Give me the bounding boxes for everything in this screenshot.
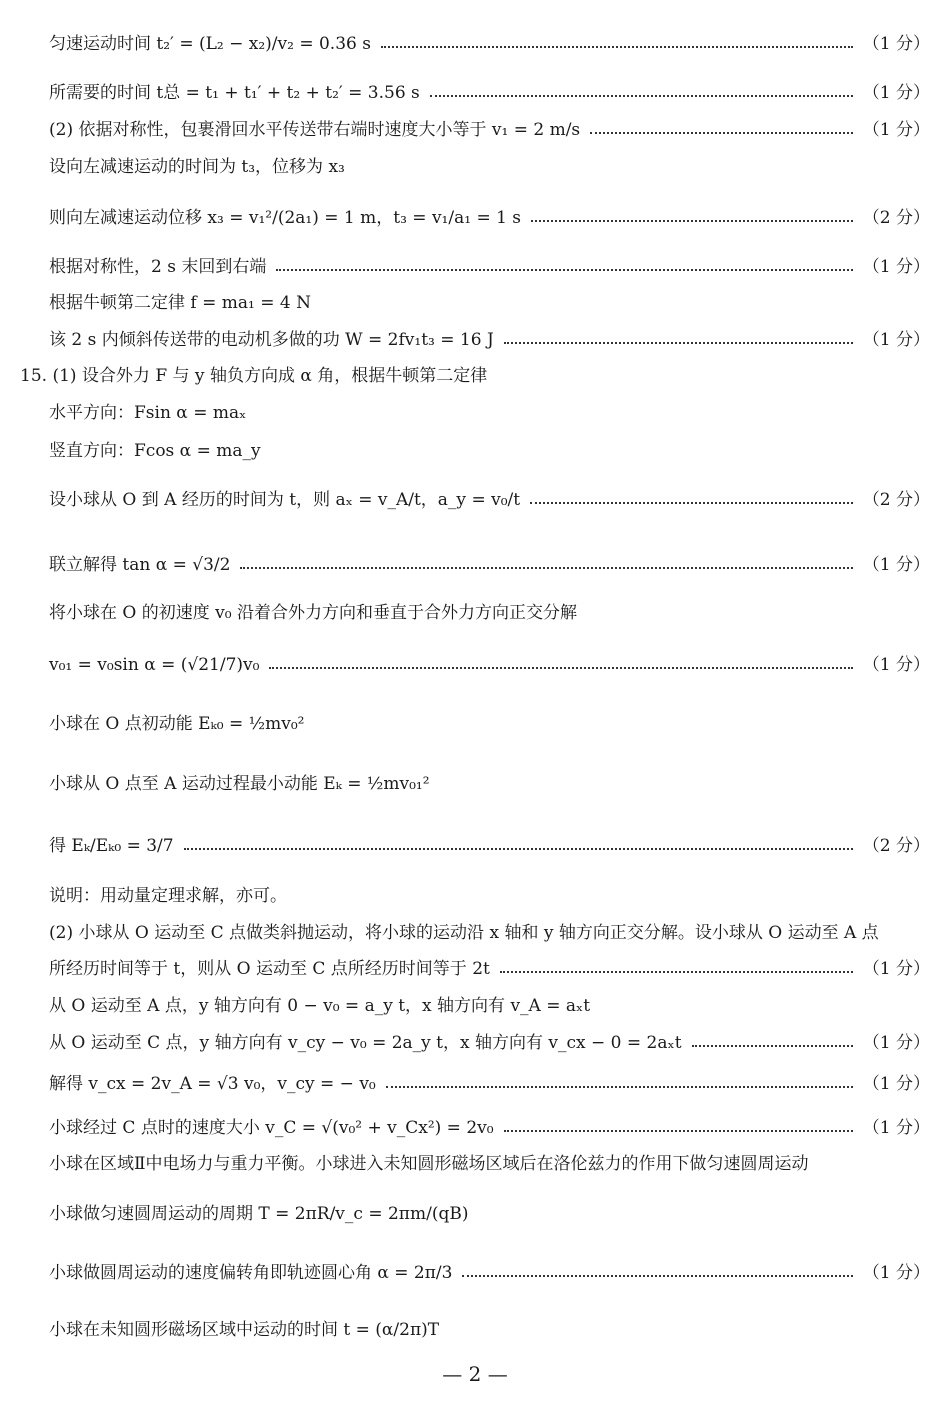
score-label: （2 分） bbox=[862, 208, 930, 228]
answer-line bbox=[49, 961, 930, 978]
line-text: 所经历时间等于 t，则从 O 运动至 C 点所经历时间等于 2t bbox=[49, 959, 490, 979]
answer-line bbox=[49, 1120, 930, 1137]
dot-leader bbox=[590, 132, 853, 134]
line-text: 根据对称性，2 s 末回到右端 bbox=[49, 257, 267, 277]
answer-line bbox=[49, 716, 930, 733]
answer-line bbox=[49, 838, 930, 855]
answer-line bbox=[20, 368, 930, 385]
line-text: v₀₁ = v₀sin α = (√21/7)v₀ bbox=[49, 655, 260, 675]
answer-line bbox=[49, 925, 930, 942]
answer-line bbox=[49, 657, 930, 674]
answer-line bbox=[49, 85, 930, 102]
line-text: 将小球在 O 的初速度 v₀ 沿着合外力方向和垂直于合外力方向正交分解 bbox=[49, 603, 577, 623]
line-text: (2) 小球从 O 运动至 C 点做类斜抛运动，将小球的运动沿 x 轴和 y 轴方向正交分解。设小球从 O 运动至 A 点 bbox=[49, 923, 879, 943]
answer-line bbox=[49, 776, 930, 793]
line-text: 小球在未知圆形磁场区域中运动的时间 t = (α/2π)T bbox=[49, 1320, 440, 1340]
score-label: （1 分） bbox=[862, 34, 930, 54]
answer-line bbox=[49, 122, 930, 139]
score-label: （1 分） bbox=[862, 555, 930, 575]
answer-line bbox=[49, 332, 930, 349]
score-label: （2 分） bbox=[862, 490, 930, 510]
line-text: 水平方向：Fsin α = maₓ bbox=[49, 403, 247, 423]
line-text: 得 Eₖ/Eₖ₀ = 3/7 bbox=[49, 836, 174, 856]
line-text: 解得 v_cx = 2v_A = √3 v₀，v_cy = − v₀ bbox=[49, 1074, 376, 1094]
line-text: 小球从 O 点至 A 运动过程最小动能 Eₖ = ½mv₀₁² bbox=[49, 774, 430, 794]
answer-line bbox=[49, 557, 930, 574]
answer-line bbox=[49, 210, 930, 227]
line-text: 联立解得 tan α = √3/2 bbox=[49, 555, 231, 575]
line-text: 小球经过 C 点时的速度大小 v_C = √(v₀² + v_Cx²) = 2v₀ bbox=[49, 1118, 494, 1138]
answer-line bbox=[49, 888, 930, 905]
score-label: （1 分） bbox=[862, 330, 930, 350]
line-text: 该 2 s 内倾斜传送带的电动机多做的功 W = 2fv₁t₃ = 16 J bbox=[49, 330, 494, 350]
score-label: （1 分） bbox=[862, 1033, 930, 1053]
dot-leader bbox=[692, 1045, 853, 1047]
answer-line bbox=[49, 259, 930, 276]
dot-leader bbox=[240, 567, 852, 569]
line-text: 设向左减速运动的时间为 t₃，位移为 x₃ bbox=[49, 157, 345, 177]
answer-line bbox=[49, 295, 930, 312]
score-label: （1 分） bbox=[862, 120, 930, 140]
line-text: 说明：用动量定理求解，亦可。 bbox=[49, 886, 287, 906]
answer-line bbox=[49, 1322, 930, 1339]
dot-leader bbox=[530, 502, 853, 504]
dot-leader bbox=[184, 848, 853, 850]
score-label: （1 分） bbox=[862, 1074, 930, 1094]
dot-leader bbox=[386, 1086, 853, 1088]
line-text: 小球在区域Ⅱ中电场力与重力平衡。小球进入未知圆形磁场区域后在洛伦兹力的作用下做匀速圆周运动 bbox=[49, 1154, 809, 1174]
answer-line bbox=[49, 492, 930, 509]
dot-leader bbox=[430, 95, 853, 97]
answer-line bbox=[49, 1076, 930, 1093]
dot-leader bbox=[462, 1275, 852, 1277]
dot-leader bbox=[269, 667, 852, 669]
answer-line bbox=[49, 605, 930, 622]
dot-leader bbox=[500, 971, 853, 973]
line-text: 竖直方向：Fcos α = ma_y bbox=[49, 441, 261, 461]
score-label: （1 分） bbox=[862, 1118, 930, 1138]
answer-line bbox=[49, 1265, 930, 1282]
score-label: （1 分） bbox=[862, 655, 930, 675]
line-text: 则向左减速运动位移 x₃ = v₁²/(2a₁) = 1 m，t₃ = v₁/a₁ = 1 s bbox=[49, 208, 522, 228]
answer-line bbox=[49, 159, 930, 176]
score-label: （1 分） bbox=[862, 257, 930, 277]
answer-line bbox=[49, 1206, 930, 1223]
page-number: — 2 — bbox=[442, 1362, 508, 1386]
line-text: 15. (1) 设合外力 F 与 y 轴负方向成 α 角，根据牛顿第二定律 bbox=[20, 366, 488, 386]
answer-line bbox=[49, 443, 930, 460]
score-label: （2 分） bbox=[862, 836, 930, 856]
line-text: 小球做匀速圆周运动的周期 T = 2πR/v_c = 2πm/(qB) bbox=[49, 1204, 469, 1224]
dot-leader bbox=[531, 220, 853, 222]
line-text: 从 O 运动至 C 点，y 轴方向有 v_cy − v₀ = 2a_y t，x 轴方向有 v_cx − 0 = 2aₓt bbox=[49, 1033, 682, 1053]
answer-line bbox=[49, 36, 930, 53]
line-text: (2) 依据对称性，包裹滑回水平传送带右端时速度大小等于 v₁ = 2 m/s bbox=[49, 120, 581, 140]
dot-leader bbox=[504, 342, 853, 344]
line-text: 小球做圆周运动的速度偏转角即轨迹圆心角 α = 2π/3 bbox=[49, 1263, 453, 1283]
score-label: （1 分） bbox=[862, 83, 930, 103]
answer-line bbox=[49, 1035, 930, 1052]
score-label: （1 分） bbox=[862, 1263, 930, 1283]
answer-line bbox=[49, 1156, 930, 1173]
dot-leader bbox=[381, 46, 853, 48]
line-text: 小球在 O 点初动能 Eₖ₀ = ½mv₀² bbox=[49, 714, 305, 734]
answer-line bbox=[49, 998, 930, 1015]
dot-leader bbox=[276, 269, 852, 271]
line-text: 所需要的时间 t总 = t₁ + t₁′ + t₂ + t₂′ = 3.56 s bbox=[49, 83, 420, 103]
answer-line bbox=[49, 405, 930, 422]
line-text: 从 O 运动至 A 点，y 轴方向有 0 − v₀ = a_y t，x 轴方向有 v_A = aₓt bbox=[49, 996, 591, 1016]
dot-leader bbox=[504, 1130, 853, 1132]
score-label: （1 分） bbox=[862, 959, 930, 979]
line-text: 根据牛顿第二定律 f = ma₁ = 4 N bbox=[49, 293, 311, 313]
line-text: 设小球从 O 到 A 经历的时间为 t，则 aₓ = v_A/t，a_y = v₀/t bbox=[49, 490, 521, 510]
line-text: 匀速运动时间 t₂′ = (L₂ − x₂)/v₂ = 0.36 s bbox=[49, 34, 371, 54]
